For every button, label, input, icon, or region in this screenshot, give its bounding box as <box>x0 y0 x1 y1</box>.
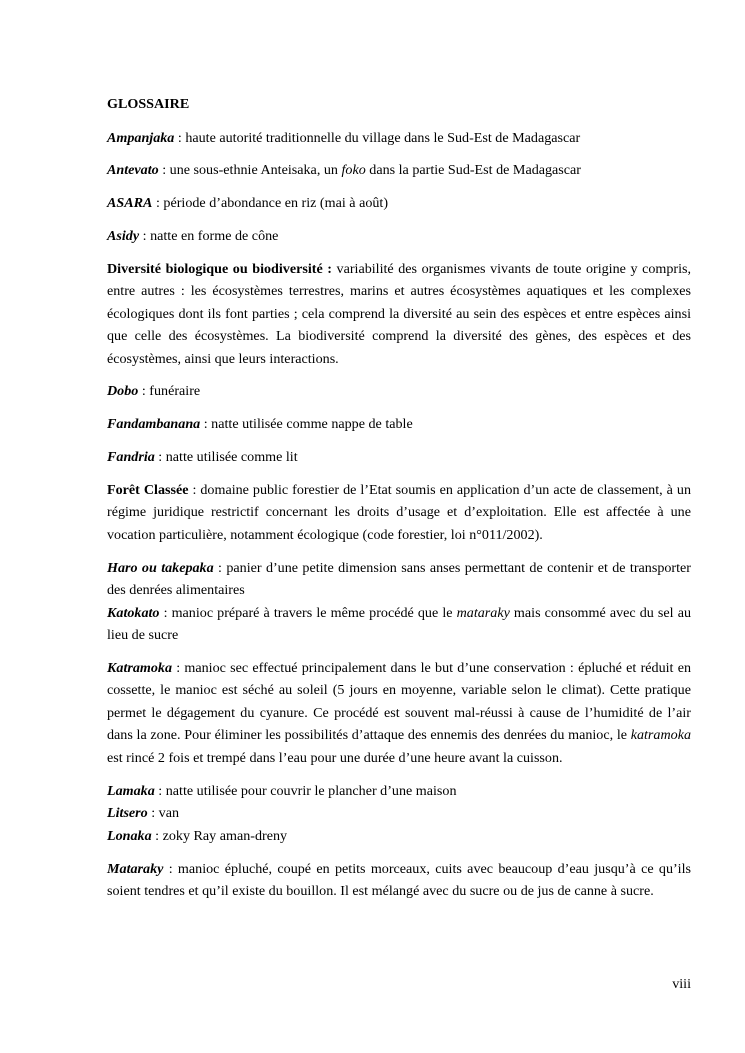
entry-definition: : panier d’une petite dimension sans anses permettant de contenir et de transporter des denrées alimentaires <box>107 559 691 599</box>
entry-definition: : natte en forme de cône <box>139 227 279 244</box>
entry-definition: : funéraire <box>138 383 201 400</box>
entry-term: Fandria <box>107 449 155 466</box>
entry-definition: : domaine public forestier de l’Etat soumis en application d’un acte de classement, à un régime juridique restrictif concernant les droits d’usage et d’exploitation. Elle est affectée à une vocation particulière, notamment écologique (code forestier, loi n°011/2002). <box>107 481 691 543</box>
entry-emphasis: foko <box>341 162 366 179</box>
entry-term: Katramoka <box>107 659 172 676</box>
glossary-entry <box>107 192 691 215</box>
entry-term: Asidy <box>107 227 140 244</box>
entry-definition: est rincé 2 fois et trempé dans l’eau pour une durée d’une heure avant la cuisson. <box>107 749 563 766</box>
entry-definition: : natte utilisée comme lit <box>154 449 298 466</box>
entry-term: Litsero <box>107 805 148 822</box>
entry-term: Dobo <box>107 383 139 400</box>
entry-term: Mataraky <box>107 860 164 877</box>
glossary-entry <box>107 557 691 602</box>
glossary-entry <box>107 780 691 803</box>
entry-definition: dans la partie Sud-Est de Madagascar <box>365 162 581 179</box>
glossary-entry <box>107 446 691 469</box>
glossary-entry <box>107 225 691 248</box>
entry-term: Forêt Classée <box>107 481 189 498</box>
entry-emphasis: mataraky <box>456 604 510 621</box>
entry-definition: : manioc épluché, coupé en petits morceaux, cuits avec beaucoup d’eau jusqu’à ce qu’ils soient tendres et qu’il existe du bouillon. Il est mélangé avec du sucre ou de jus de canne à sucre. <box>107 860 691 900</box>
entry-term: Antevato <box>107 162 159 179</box>
glossary-entry <box>107 858 691 903</box>
entry-definition: : natte utilisée pour couvrir le plancher d’une maison <box>154 782 457 799</box>
glossary-entry <box>107 825 691 848</box>
glossary-entry <box>107 602 691 647</box>
entry-emphasis: katramoka <box>630 727 691 744</box>
glossary-entry <box>107 479 691 547</box>
entry-term: Diversité biologique ou biodiversité : <box>107 260 332 277</box>
entry-definition: : zoky Ray aman-dreny <box>151 827 288 844</box>
entry-definition: : manioc préparé à travers le même procédé que le <box>159 604 457 621</box>
glossary-section <box>107 93 691 913</box>
glossary-entry <box>107 657 691 770</box>
entry-term: Lonaka <box>107 827 152 844</box>
entry-definition: : manioc sec effectué principalement dans le but d’une conservation : épluché et réduit en cossette, le manioc est séché au soleil (5 jours en moyenne, variable selon le climat). Cette pratique permet le dégagement du cyanure. Ce procédé est souvent mal-réussi à cause de l’humidité de l’air dans la zone. Pour éliminer les possibilités d’attaque des ennemis des denrées du manioc, le <box>107 659 691 744</box>
entry-definition: mais consommé avec du sel au lieu de sucre <box>107 604 691 644</box>
glossary-entry <box>107 380 691 403</box>
glossary-entry <box>107 413 691 436</box>
entry-definition: : période d’abondance en riz (mai à août) <box>152 195 389 212</box>
entry-definition: : une sous-ethnie Anteisaka, un <box>158 162 342 179</box>
entry-definition: variabilité des organismes vivants de toute origine y compris, entre autres : les écosystèmes terrestres, marins et autres écosystèmes aquatiques et les complexes écologiques dont ils font parties ; cela comprend la diversité au sein des espèces et entre espèces ainsi que celle des écosystèmes. La biodiversité comprend la diversité des gènes, des espèces et des écosystèmes, ainsi que leurs interactions. <box>107 260 691 367</box>
entry-definition: : haute autorité traditionnelle du village dans le Sud-Est de Madagascar <box>174 129 581 146</box>
entry-term: Katokato <box>107 604 160 621</box>
glossary-title: GLOSSAIRE <box>107 96 190 112</box>
page-number: viii <box>672 976 691 992</box>
entry-term: ASARA <box>107 195 153 212</box>
entry-definition: : natte utilisée comme nappe de table <box>200 416 413 433</box>
entry-term: Fandambanana <box>107 416 201 433</box>
glossary-entry <box>107 127 691 150</box>
glossary-entry <box>107 258 691 371</box>
entry-term: Lamaka <box>107 782 155 799</box>
glossary-entry <box>107 802 691 825</box>
entry-term: Ampanjaka <box>107 129 175 146</box>
entry-definition: : van <box>147 805 180 822</box>
entry-term: Haro ou takepaka <box>107 559 214 576</box>
glossary-entry <box>107 159 691 182</box>
